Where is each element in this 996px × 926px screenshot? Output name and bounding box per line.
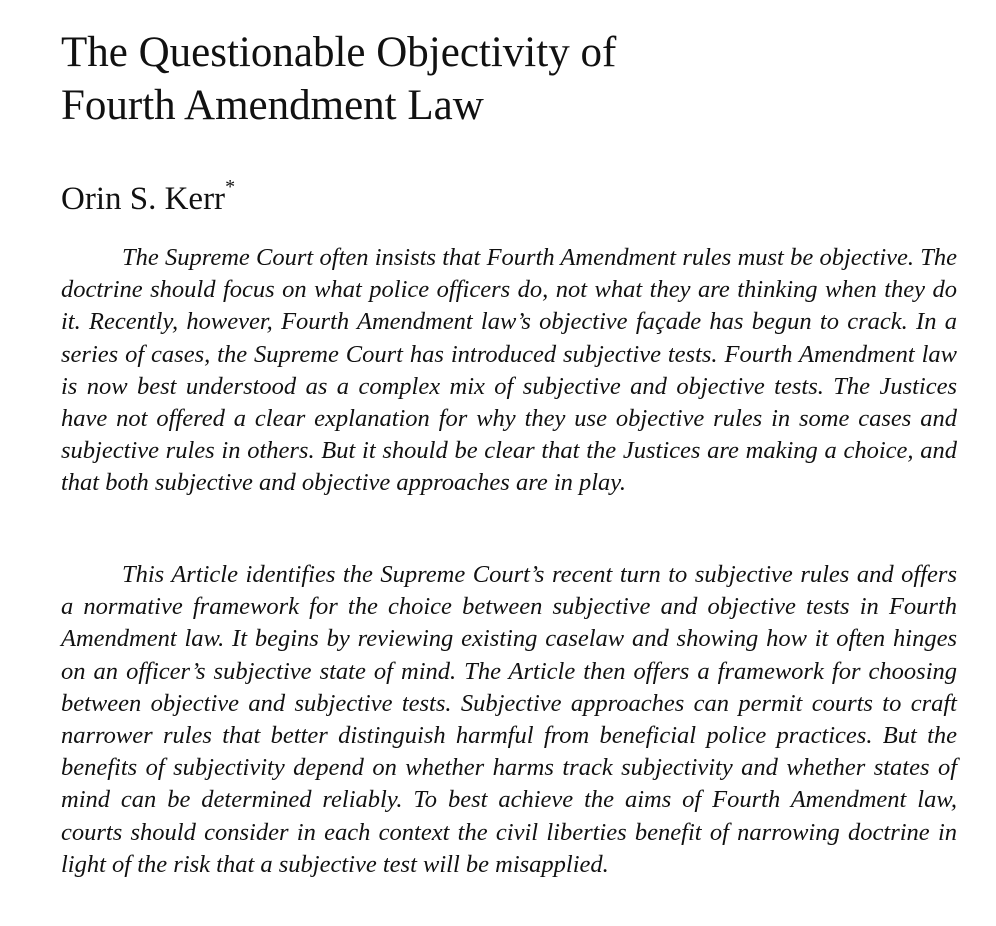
abstract-paragraph-1: The Supreme Court often insists that Fourth Amendment rules must be objective. The doctrine should focus on what police officers do, not what they are thinking when they do it. Recently, however, Fourth Amendment law’s objective façade has begun to crack. In a series of cases, the Supreme Court has introduced subjective tests. Fourth Amendment law is now best understood as a complex mix of subjective and objective tests. The Justices have not offered a clear explanation for why they use objective rules in some cases and subjective rules in others. But it should be clear that the Justices are making a choice, and that both subjective and objective approaches are in play.: [61, 244, 957, 497]
title-line-1: The Questionable Objectivity of: [61, 29, 617, 76]
author-name: Orin S. Kerr: [61, 181, 226, 217]
author-footnote-marker[interactable]: *: [225, 176, 236, 198]
article-title: [61, 26, 961, 132]
abstract-paragraph-2: This Article identifies the Supreme Court’s recent turn to subjective rules and offers a normative framework for the choice between subjective and objective tests in Fourth Amendment law. It begins by reviewing existing caselaw and showing how it often hinges on an officer’s subjective state of mind. The Article then offers a framework for choosing between objective and subjective tests. Subjective approaches can permit courts to craft narrower rules that better distinguish harmful from beneficial police practices. But the benefits of subjectivity depend on whether harms track subjectivity and whether states of mind can be determined reliably. To best achieve the aims of Fourth Amendment law, courts should consider in each context the civil liberties benefit of narrowing doctrine in light of the risk that a subjective test will be misapplied.: [61, 561, 957, 878]
author-byline: [61, 171, 235, 219]
title-line-2: Fourth Amendment Law: [61, 82, 484, 129]
